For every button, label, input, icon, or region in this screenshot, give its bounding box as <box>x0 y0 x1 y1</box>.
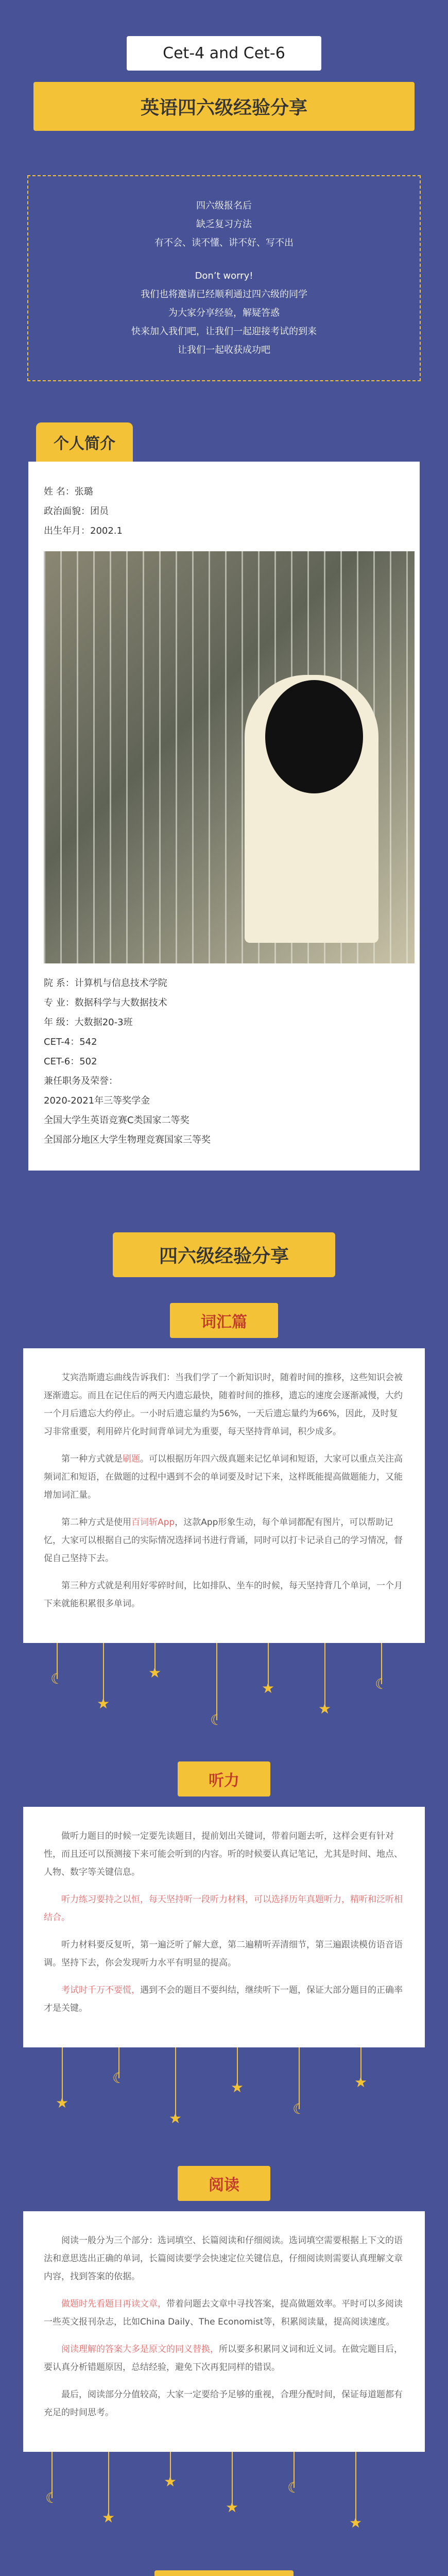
moon-icon: ☾ <box>50 1670 64 1687</box>
moon-icon: ☾ <box>287 2479 301 2496</box>
star-icon: ★ <box>262 1680 275 1697</box>
profile-field: 2020-2021年三等奖学金 <box>44 1095 150 1106</box>
vocab-card <box>23 1348 425 1643</box>
moon-icon: ☾ <box>210 1711 223 1728</box>
star-icon: ★ <box>318 1700 332 1717</box>
listening-para: 听力材料要反复听，第一遍泛听了解大意，第二遍精听弄清细节，第三遍跟读模仿语音语调。坚持下去，你会发现听力水平有明显的提高。 <box>44 1940 403 1968</box>
profile-photo <box>44 551 415 963</box>
profile-field: 政治面貌：团员 <box>44 506 109 517</box>
vocab-para: 第一种方式就是刷题。可以根据历年四六级真题来记忆单词和短语，大家可以重点关注高频词汇和短语，在做题的过程中遇到不会的单词要及时记下来，这样既能提高做题能力，又能增加词汇量。 <box>44 1454 403 1500</box>
listening-para: 听力练习要持之以恒，每天坚持听一段听力材料，可以选择历年真题听力，精听和泛听相结合。 <box>44 1894 403 1923</box>
star-icon: ★ <box>226 2499 239 2516</box>
star-icon: ★ <box>148 1664 162 1681</box>
profile-field: CET-6：502 <box>44 1056 97 1067</box>
intro-line: 有不会、读不懂、讲不好、写不出 <box>154 238 294 248</box>
intro-line: 快来加入我们吧，让我们一起迎接考试的到来 <box>131 326 317 337</box>
intro-line: 让我们一起收获成功吧 <box>178 345 270 355</box>
star-icon: ★ <box>97 1695 110 1712</box>
profile-field: 兼任职务及荣誉： <box>44 1076 118 1087</box>
star-icon: ★ <box>354 2074 368 2091</box>
moon-icon: ☾ <box>375 1675 388 1692</box>
profile-field: 全国大学生英语竞赛C类国家二等奖 <box>44 1115 189 1126</box>
listening-card <box>23 1807 425 2047</box>
star-icon: ★ <box>164 2473 177 2490</box>
vocab-heading: 词汇篇 <box>170 1303 278 1338</box>
moon-icon: ☾ <box>112 2070 126 2087</box>
reading-heading-row <box>0 2166 448 2201</box>
reading-para: 最后，阅读部分分值较高，大家一定要给予足够的重视，合理分配时间，保证每道题都有充足的时间思考。 <box>44 2389 403 2418</box>
listening-heading-row <box>0 1761 448 1797</box>
reading-para: 阅读一般分为三个部分：选词填空、长篇阅读和仔细阅读。选词填空需要根据上下文的语法和意思选出正确的单词，长篇阅读要学会快速定位关键信息，仔细阅读则需要认真理解文章内容，找到答案的依据。 <box>44 2235 403 2282</box>
listening-para: 考试时千万不要慌，遇到不会的题目不要纠结，继续听下一题，保证大部分题目的正确率才是关键。 <box>44 1985 403 2013</box>
moon-icon: ☾ <box>292 2100 306 2117</box>
listening-heading: 听力 <box>178 1761 270 1797</box>
intro-line: 为大家分享经验，解疑答惑 <box>168 308 280 318</box>
hanging-stars <box>0 2452 448 2570</box>
profile-field: 出生年月：2002.1 <box>44 526 123 536</box>
reading-card <box>23 2211 425 2452</box>
profile-field: CET-4：542 <box>44 1037 97 1047</box>
hanging-stars <box>0 1643 448 1761</box>
writing-heading-row <box>0 2570 448 2576</box>
reading-para: 阅读理解的答案大多是原文的同义替换，所以要多积累同义词和近义词。在做完题目后，要认真分析错题原因，总结经验，避免下次再犯同样的错误。 <box>44 2344 403 2372</box>
profile-heading-row <box>36 422 448 462</box>
intro-line: 缺乏复习方法 <box>196 219 252 230</box>
hanging-stars <box>0 2047 448 2166</box>
intro-line: Don’t worry! <box>195 270 253 281</box>
sharing-title-row <box>0 1232 448 1277</box>
header <box>0 0 448 170</box>
intro-line: 我们也将邀请已经顺利通过四六级的同学 <box>141 289 307 300</box>
intro-box <box>27 175 421 381</box>
vocab-para: 第三种方式就是利用好零碎时间，比如排队、坐车的时候，每天坚持背几个单词，一个月下来就能积累很多单词。 <box>44 1581 403 1609</box>
profile-field: 全国部分地区大学生物理竞赛国家三等奖 <box>44 1134 211 1145</box>
profile-heading: 个人简介 <box>36 422 133 462</box>
profile-field: 院 系：计算机与信息技术学院 <box>44 978 167 989</box>
profile-field: 年 级：大数据20-3班 <box>44 1017 133 1028</box>
page-title: 英语四六级经验分享 <box>33 82 415 131</box>
star-icon: ★ <box>349 2514 363 2531</box>
intro-line: 四六级报名后 <box>196 200 252 211</box>
star-icon: ★ <box>231 2079 244 2096</box>
reading-heading: 阅读 <box>178 2166 270 2201</box>
listening-para: 做听力题目的时候一定要先读题目，提前划出关键词，带着问题去听，这样会更有针对性，而且还可以预测接下来可能会听到的内容。听的时候要认真记笔记，尤其是时间、地点、人物、数字等关键信息。 <box>44 1831 403 1877</box>
cet-label: Cet-4 and Cet-6 <box>127 36 321 71</box>
star-icon: ★ <box>169 2110 182 2127</box>
star-icon: ★ <box>56 2094 69 2111</box>
profile-card <box>28 462 420 1171</box>
profile-field: 专 业：数据科学与大数据技术 <box>44 997 167 1008</box>
star-icon: ★ <box>102 2509 115 2526</box>
person-hair <box>265 680 363 793</box>
profile-field: 姓 名：张璐 <box>44 486 93 497</box>
vocab-para: 第二种方式是使用百词斩App，这款App形象生动，每个单词都配有图片，可以帮助记忆，大家可以根据自己的实际情况选择词书进行背诵，同时可以打卡记录自己的学习情况，督促自己坚持下去。 <box>44 1517 403 1564</box>
sharing-title: 四六级经验分享 <box>113 1232 335 1277</box>
reading-para: 做题时先看题目再读文章，带着问题去文章中寻找答案，提高做题效率。平时可以多阅读一些英文报刊杂志，比如China Daily、The Economist等，积累阅读量，提高阅读速度。 <box>44 2299 403 2327</box>
vocab-heading-row <box>0 1303 448 1338</box>
vocab-para: 艾宾浩斯遗忘曲线告诉我们：当我们学了一个新知识时，随着时间的推移，这些知识会被逐渐遗忘。而且在记住后的两天内遗忘最快，随着时间的推移，遗忘的速度会逐渐减慢，大约一个月后遗忘大约停止。一小时后遗忘量约为56%，一天后遗忘量约为66%，因此，及时复习非常重要，利用碎片化时间背单词尤为重要，每天坚持背单词，积少成多。 <box>44 1372 403 1437</box>
moon-icon: ☾ <box>45 2489 59 2506</box>
writing-heading <box>154 2570 294 2576</box>
